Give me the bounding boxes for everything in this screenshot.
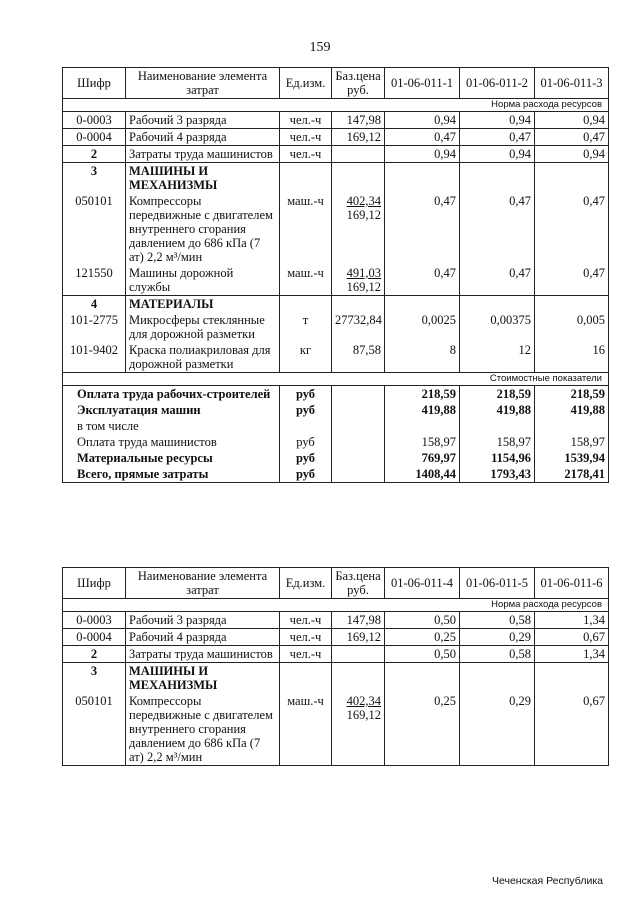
header-code: Шифр [63, 568, 126, 599]
row-price [332, 146, 385, 163]
row-value-1: 0,47 [385, 265, 460, 296]
header-name: Наименование элемента затрат [126, 568, 280, 599]
summary-row [63, 466, 609, 483]
row-value-3: 1,34 [535, 612, 609, 629]
summary-value-2: 1793,43 [460, 466, 535, 483]
row-code: 0-0003 [63, 112, 126, 129]
row-unit: т [280, 312, 332, 342]
row-price [332, 265, 385, 296]
section-row [63, 296, 609, 313]
header-col3: 01-06-011-6 [535, 568, 609, 599]
row-value-1: 0,50 [385, 646, 460, 663]
band-row-cost [63, 373, 609, 386]
summary-value-3: 1539,94 [535, 450, 609, 466]
table-row [63, 612, 609, 629]
row-unit: маш.-ч [280, 193, 332, 265]
header-price-line1: Баз.цена [335, 69, 381, 83]
row-code: 2 [63, 646, 126, 663]
row-value-1: 8 [385, 342, 460, 373]
header-col3: 01-06-011-3 [535, 68, 609, 99]
row-code: 050101 [63, 693, 126, 766]
summary-row [63, 402, 609, 418]
footer-region: Чеченская Республика [492, 875, 603, 887]
header-col1: 01-06-011-4 [385, 568, 460, 599]
summary-row [63, 450, 609, 466]
header-code: Шифр [63, 68, 126, 99]
header-price [332, 68, 385, 99]
row-price-2: 169,12 [346, 208, 381, 222]
section-title: МАШИНЫ И МЕХАНИЗМЫ [126, 663, 280, 694]
row-unit: чел.-ч [280, 646, 332, 663]
row-unit: чел.-ч [280, 146, 332, 163]
row-value-2: 0,29 [460, 693, 535, 766]
row-name: Рабочий 4 разряда [126, 629, 280, 646]
row-value-3: 0,67 [535, 693, 609, 766]
row-price: 147,98 [332, 112, 385, 129]
row-name: Затраты труда машинистов [126, 646, 280, 663]
row-code: 101-2775 [63, 312, 126, 342]
summary-value-1: 1408,44 [385, 466, 460, 483]
row-price-2: 169,12 [346, 280, 381, 294]
row-value-3: 0,47 [535, 265, 609, 296]
table-row [63, 342, 609, 373]
summary-name: Оплата труда рабочих-строителей [63, 386, 280, 403]
summary-name: Оплата труда машинистов [63, 434, 280, 450]
header-unit: Ед.изм. [280, 68, 332, 99]
row-price: 27732,84 [332, 312, 385, 342]
row-name: Рабочий 4 разряда [126, 129, 280, 146]
row-name: Рабочий 3 разряда [126, 612, 280, 629]
row-unit: чел.-ч [280, 112, 332, 129]
section-title: МАТЕРИАЛЫ [126, 296, 280, 313]
summary-name: в том числе [63, 418, 280, 434]
summary-unit: руб [280, 402, 332, 418]
row-unit: маш.-ч [280, 265, 332, 296]
summary-value-2: 1154,96 [460, 450, 535, 466]
summary-value-1: 419,88 [385, 402, 460, 418]
row-value-3: 1,34 [535, 646, 609, 663]
row-code: 0-0004 [63, 129, 126, 146]
summary-value-2: 158,97 [460, 434, 535, 450]
summary-row [63, 418, 609, 434]
row-value-2: 0,94 [460, 146, 535, 163]
row-code: 050101 [63, 193, 126, 265]
row-name: Компрессоры передвижные с двигателем внутреннего сгорания давлением до 686 кПа (7 ат) 2,2 м³/мин [126, 693, 280, 766]
row-name: Рабочий 3 разряда [126, 112, 280, 129]
summary-name: Эксплуатация машин [63, 402, 280, 418]
row-value-3: 0,67 [535, 629, 609, 646]
band-row-norm [63, 99, 609, 112]
row-name: Затраты труда машинистов [126, 146, 280, 163]
table-row [63, 146, 609, 163]
row-price-1: 491,03 [346, 266, 381, 280]
summary-name: Материальные ресурсы [63, 450, 280, 466]
row-unit: чел.-ч [280, 629, 332, 646]
row-unit: чел.-ч [280, 129, 332, 146]
header-name: Наименование элемента затрат [126, 68, 280, 99]
resource-table-2 [62, 567, 609, 766]
summary-value-2: 419,88 [460, 402, 535, 418]
row-value-3: 0,94 [535, 112, 609, 129]
summary-row [63, 434, 609, 450]
header-price-line1: Баз.цена [335, 569, 381, 583]
table-row [63, 112, 609, 129]
row-value-3: 0,94 [535, 146, 609, 163]
header-col1: 01-06-011-1 [385, 68, 460, 99]
table-row [63, 265, 609, 296]
row-value-1: 0,25 [385, 629, 460, 646]
section-code: 3 [63, 663, 126, 694]
section-code: 3 [63, 163, 126, 194]
row-name: Компрессоры передвижные с двигателем внутреннего сгорания давлением до 686 кПа (7 ат) 2,2 м³/мин [126, 193, 280, 265]
row-code: 0-0003 [63, 612, 126, 629]
row-value-1: 0,94 [385, 112, 460, 129]
summary-value-1: 769,97 [385, 450, 460, 466]
row-name: Машины дорожной службы [126, 265, 280, 296]
row-price-2: 169,12 [346, 708, 381, 722]
row-price: 87,58 [332, 342, 385, 373]
summary-value-3: 218,59 [535, 386, 609, 403]
section-row [63, 663, 609, 694]
table-row [63, 193, 609, 265]
table-row [63, 693, 609, 766]
table-row [63, 129, 609, 146]
row-price-1: 402,34 [346, 694, 381, 708]
table-header-row [63, 568, 609, 599]
row-code: 101-9402 [63, 342, 126, 373]
summary-value-3: 158,97 [535, 434, 609, 450]
row-price: 169,12 [332, 129, 385, 146]
section-title: МАШИНЫ И МЕХАНИЗМЫ [126, 163, 280, 194]
header-col2: 01-06-011-5 [460, 568, 535, 599]
row-value-2: 0,00375 [460, 312, 535, 342]
header-price [332, 568, 385, 599]
row-value-1: 0,47 [385, 193, 460, 265]
header-price-line2: руб. [347, 583, 369, 597]
summary-unit: руб [280, 386, 332, 403]
row-value-3: 0,47 [535, 193, 609, 265]
summary-value-1: 218,59 [385, 386, 460, 403]
row-value-2: 0,47 [460, 129, 535, 146]
row-unit: кг [280, 342, 332, 373]
row-value-3: 0,47 [535, 129, 609, 146]
summary-row [63, 386, 609, 403]
row-value-2: 0,94 [460, 112, 535, 129]
summary-name: Всего, прямые затраты [63, 466, 280, 483]
row-value-3: 0,005 [535, 312, 609, 342]
summary-value-3: 2178,41 [535, 466, 609, 483]
row-value-1: 0,94 [385, 146, 460, 163]
row-unit: чел.-ч [280, 612, 332, 629]
summary-unit: руб [280, 434, 332, 450]
row-price [332, 693, 385, 766]
row-value-2: 0,58 [460, 646, 535, 663]
summary-value-2: 218,59 [460, 386, 535, 403]
row-code: 121550 [63, 265, 126, 296]
band-norm-label: Норма расхода ресурсов [63, 99, 609, 112]
row-value-2: 0,58 [460, 612, 535, 629]
row-price [332, 646, 385, 663]
header-unit: Ед.изм. [280, 568, 332, 599]
row-price: 169,12 [332, 629, 385, 646]
row-value-1: 0,50 [385, 612, 460, 629]
summary-value-1: 158,97 [385, 434, 460, 450]
row-price: 147,98 [332, 612, 385, 629]
header-price-line2: руб. [347, 83, 369, 97]
resource-table-1 [62, 67, 609, 483]
row-value-1: 0,25 [385, 693, 460, 766]
table-row [63, 629, 609, 646]
row-code: 0-0004 [63, 629, 126, 646]
row-value-3: 16 [535, 342, 609, 373]
row-value-1: 0,0025 [385, 312, 460, 342]
band-cost-label: Стоимостные показатели [63, 373, 609, 386]
row-value-2: 0,29 [460, 629, 535, 646]
summary-unit: руб [280, 450, 332, 466]
row-unit: маш.-ч [280, 693, 332, 766]
section-code: 4 [63, 296, 126, 313]
row-name: Микросферы стеклянные для дорожной разметки [126, 312, 280, 342]
row-code: 2 [63, 146, 126, 163]
table-row [63, 646, 609, 663]
header-col2: 01-06-011-2 [460, 68, 535, 99]
band-norm-label: Норма расхода ресурсов [63, 599, 609, 612]
table-header-row [63, 68, 609, 99]
table-row [63, 312, 609, 342]
page-number: 159 [309, 40, 331, 55]
row-name: Краска полиакриловая для дорожной разметки [126, 342, 280, 373]
band-row-norm [63, 599, 609, 612]
row-value-2: 12 [460, 342, 535, 373]
row-price-1: 402,34 [346, 194, 381, 208]
row-value-2: 0,47 [460, 265, 535, 296]
row-value-2: 0,47 [460, 193, 535, 265]
row-price [332, 193, 385, 265]
summary-unit: руб [280, 466, 332, 483]
section-row [63, 163, 609, 194]
row-value-1: 0,47 [385, 129, 460, 146]
summary-value-3: 419,88 [535, 402, 609, 418]
